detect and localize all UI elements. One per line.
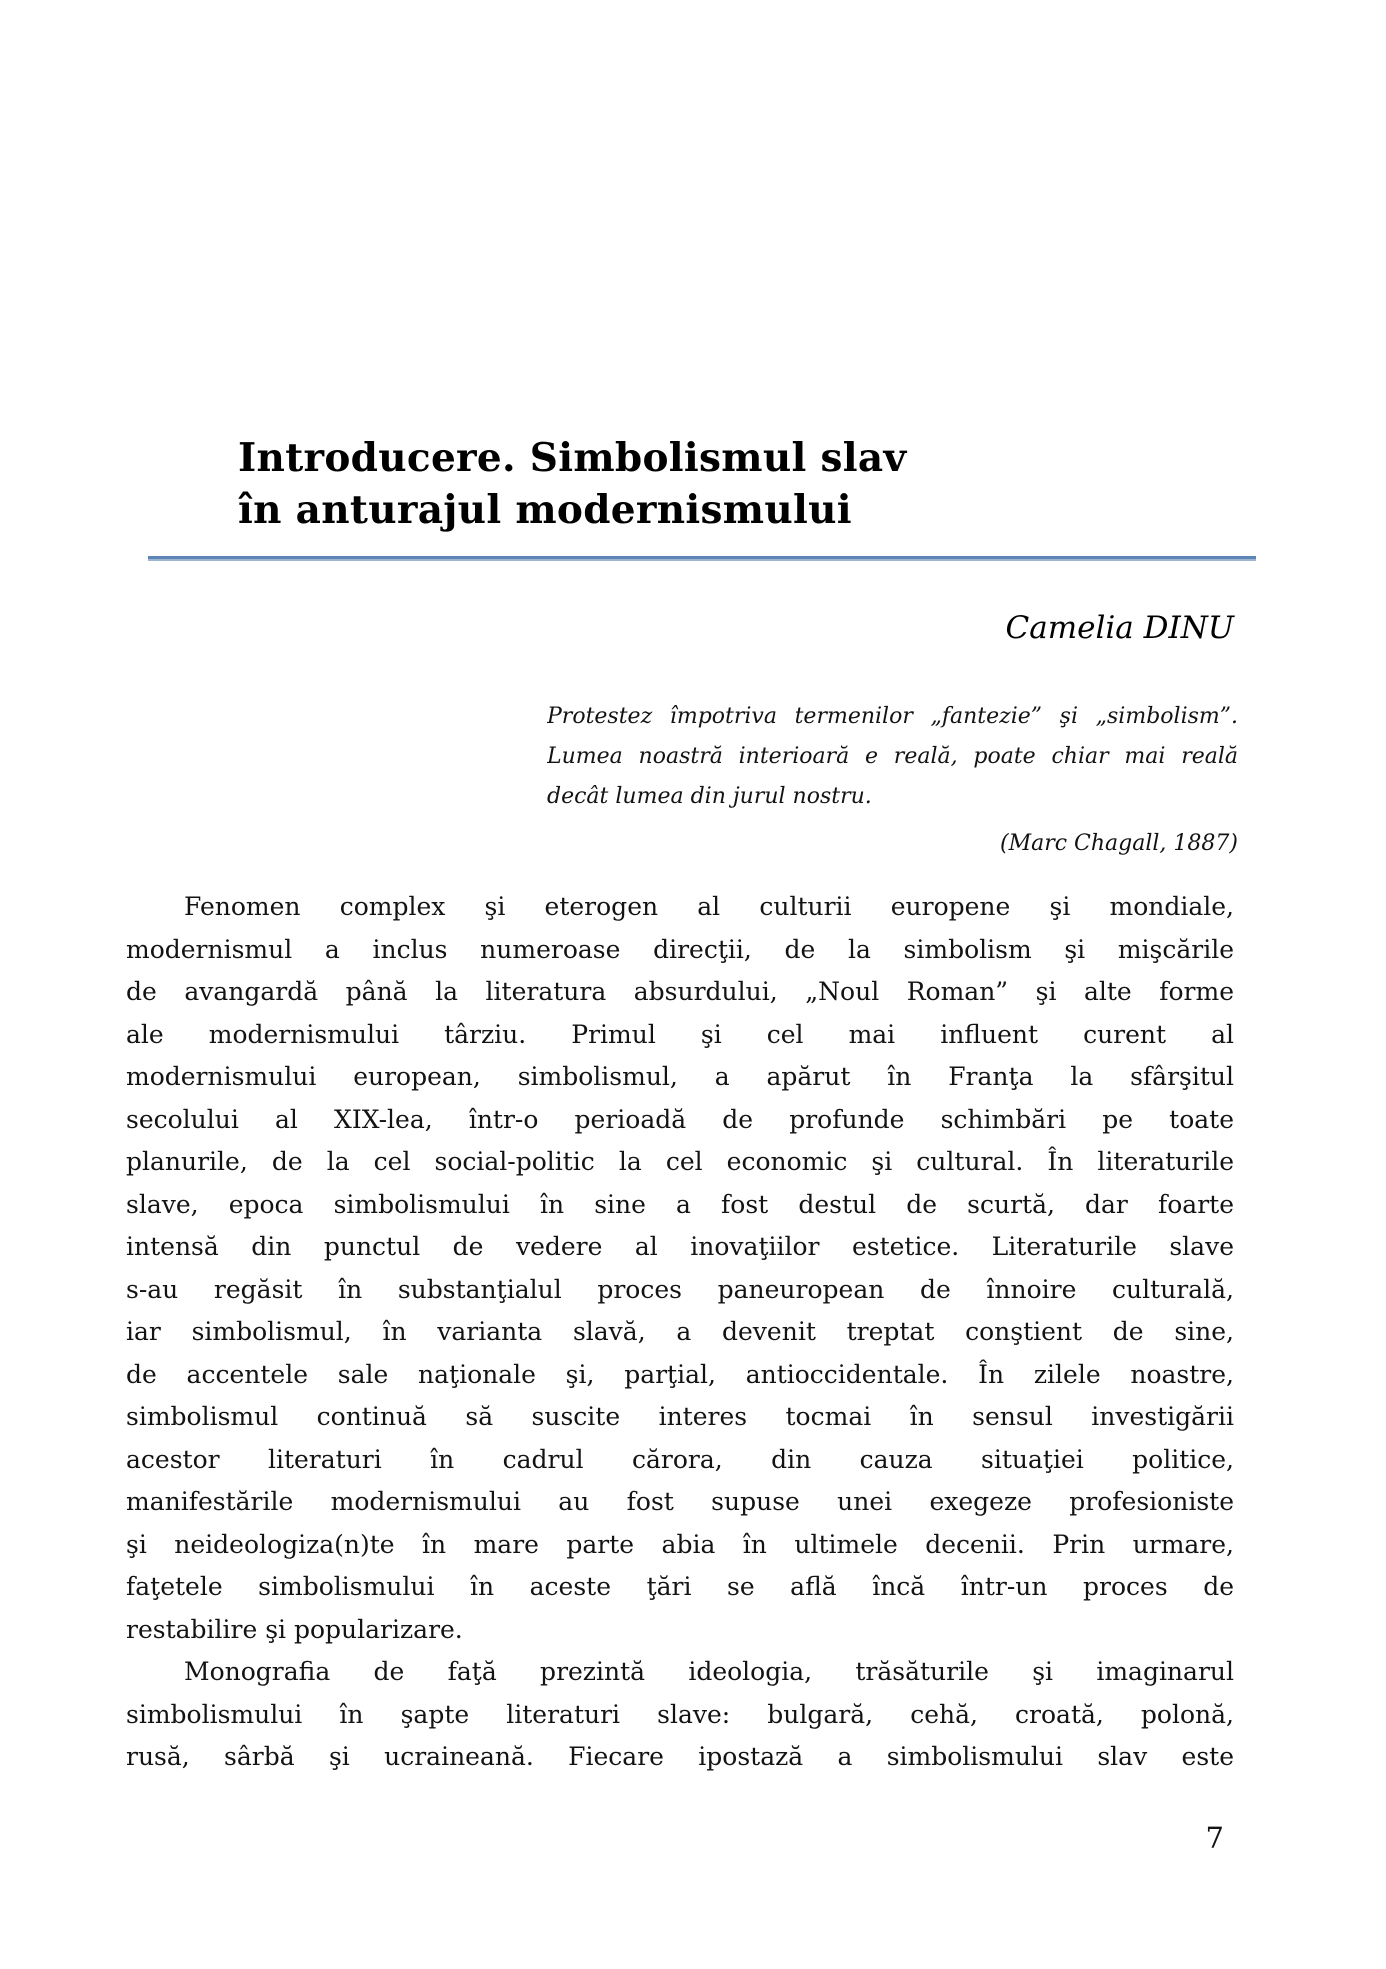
- body-text: [126, 886, 1234, 1779]
- text-line: s-au regăsit în substanţialul proces paneuropean de înnoire culturală,: [126, 1274, 1234, 1304]
- page-number: 7: [1205, 1821, 1224, 1855]
- text-line: Monografia de faţă prezintă ideologia, trăsăturile şi imaginarul: [184, 1657, 1234, 1686]
- text-line: de accentele sale naţionale şi, parţial, antioccidentale. În zilele noastre,: [126, 1359, 1234, 1389]
- text-line: manifestările modernismului au fost supuse unei exegeze profesioniste: [126, 1487, 1234, 1516]
- text-line: faţetele simbolismului în aceste ţări se află încă într-un proces de: [126, 1572, 1234, 1601]
- text-line: decât lumea din jurul nostru.: [547, 784, 872, 809]
- chapter-title-line-2: în anturajul modernismului: [238, 487, 852, 533]
- body-paragraph-1: [126, 886, 1234, 1651]
- text-line: secolului al XIX-lea, într-o perioadă de profunde schimbări pe toate: [126, 1104, 1234, 1134]
- chapter-title-line-1: Introducere. Simbolismul slav: [238, 435, 907, 481]
- body-paragraph-2: [126, 1651, 1234, 1779]
- text-line: ale modernismului târziu. Primul şi cel mai influent curent al: [126, 1019, 1234, 1049]
- text-line: restabilire şi popularizare.: [126, 1614, 463, 1644]
- epigraph-attribution: (Marc Chagall, 1887): [999, 831, 1238, 856]
- text-line: Lumea noastră interioară e reală, poate chiar mai reală: [547, 744, 1238, 769]
- text-line: şi neideologiza(n)te în mare parte abia în ultimele decenii. Prin urmare,: [126, 1529, 1234, 1559]
- epigraph-quote: [547, 697, 1238, 817]
- text-line: modernismului european, simbolismul, a apărut în Franţa la sfârşitul: [126, 1062, 1234, 1091]
- text-line: simbolismului în şapte literaturi slave: bulgară, cehă, croată, polonă,: [126, 1699, 1234, 1729]
- text-line: iar simbolismul, în varianta slavă, a devenit treptat conştient de sine,: [126, 1317, 1234, 1346]
- chapter-title: [238, 432, 906, 536]
- text-line: planurile, de la cel social-politic la cel economic şi cultural. În literaturile: [126, 1147, 1234, 1176]
- text-line: Fenomen complex şi eterogen al culturii europene şi mondiale,: [184, 892, 1234, 921]
- text-line: de avangardă până la literatura absurdului, „Noul Roman” şi alte forme: [126, 977, 1234, 1006]
- text-line: intensă din punctul de vedere al inovaţiilor estetice. Literaturile slave: [126, 1232, 1234, 1261]
- text-line: acestor literaturi în cadrul cărora, din cauza situaţiei politice,: [126, 1444, 1234, 1474]
- text-line: rusă, sârbă şi ucraineană. Fiecare ipostază a simbolismului slav este: [126, 1742, 1234, 1771]
- text-line: Protestez împotriva termenilor „fantezie” şi „simbolism”.: [547, 704, 1238, 729]
- author-name: Camelia DINU: [1005, 610, 1234, 646]
- text-line: modernismul a inclus numeroase direcţii, de la simbolism şi mişcările: [126, 934, 1234, 964]
- text-line: slave, epoca simbolismului în sine a fost destul de scurtă, dar foarte: [126, 1189, 1234, 1219]
- title-underline-rule: [148, 556, 1256, 561]
- text-line: simbolismul continuă să suscite interes tocmai în sensul investigării: [126, 1402, 1234, 1431]
